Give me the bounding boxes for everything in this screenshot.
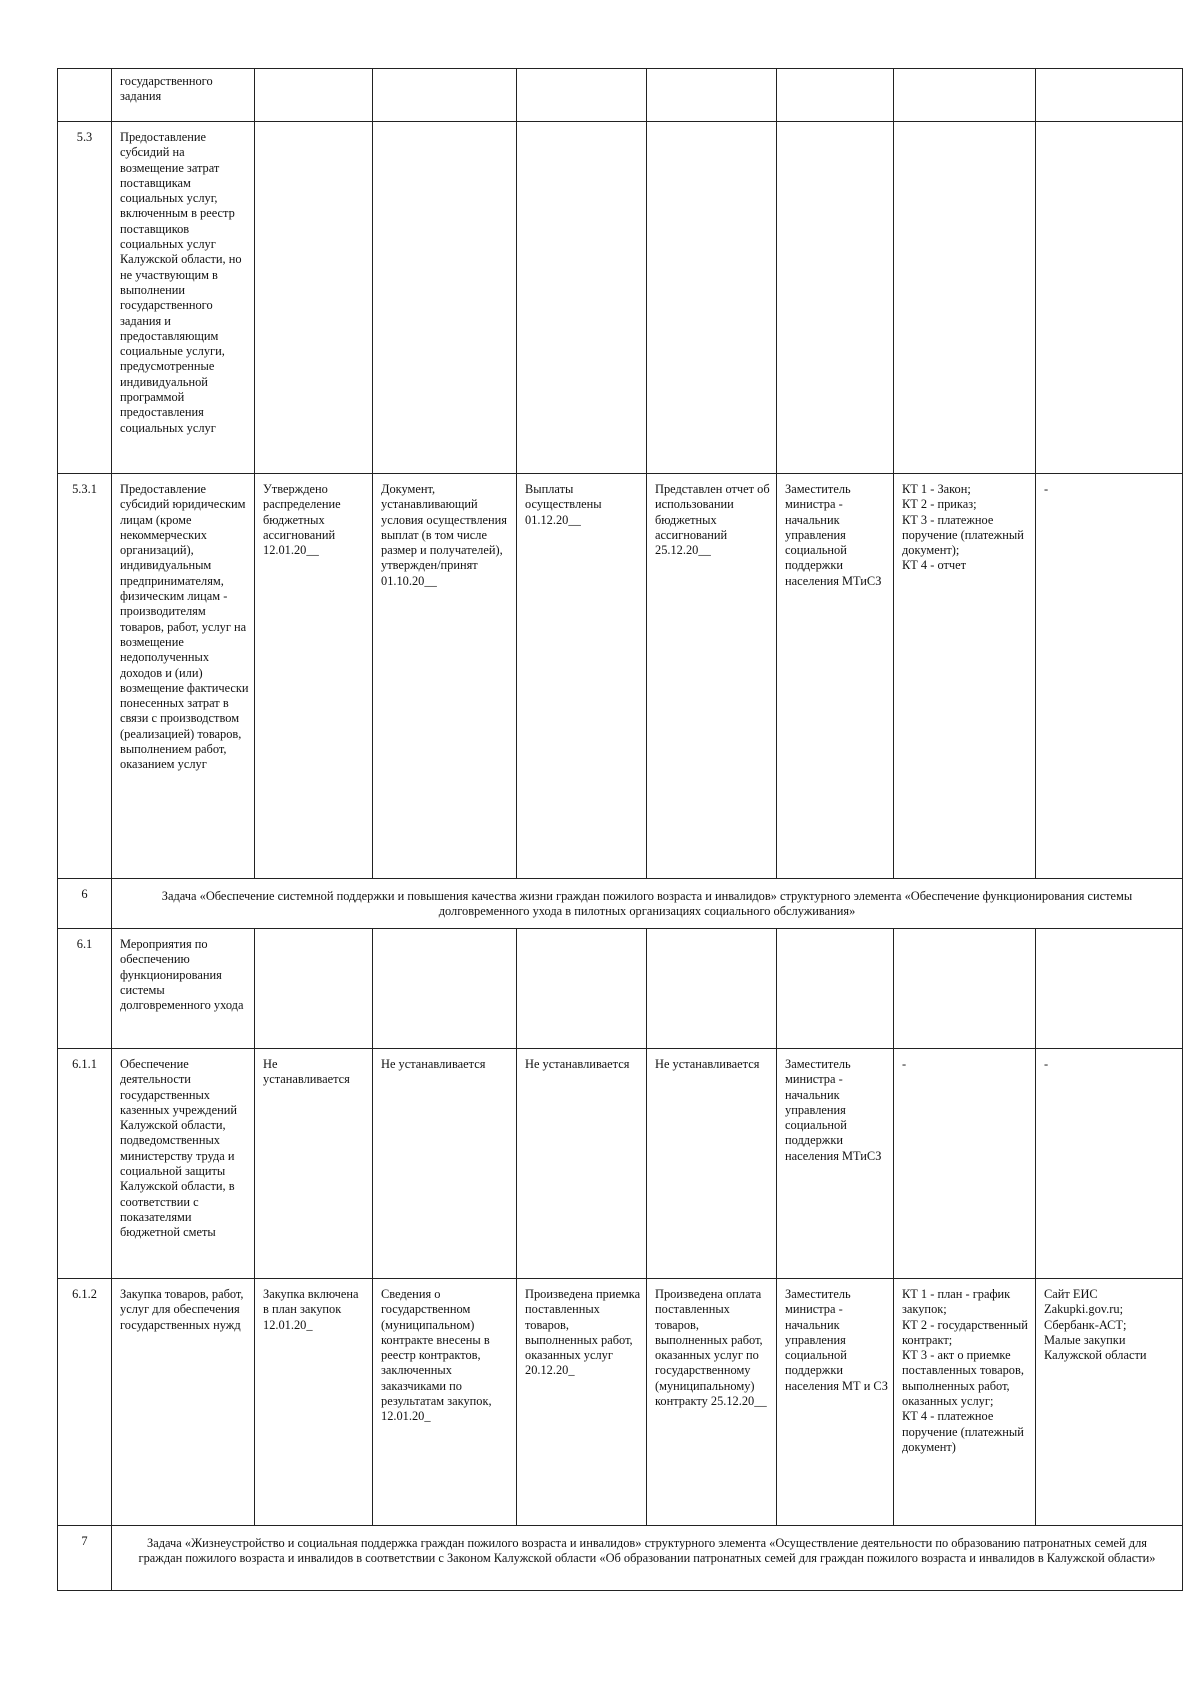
- table-cell: [777, 69, 894, 122]
- table-cell: [373, 69, 517, 122]
- checkpoint-4-cell: Представлен отчет об использовании бюджетных ассигнований 25.12.20__: [647, 474, 777, 879]
- checkpoint-1-cell: Закупка включена в план закупок 12.01.20_: [255, 1279, 373, 1526]
- table-cell: [373, 122, 517, 474]
- row-number: 6.1.1: [58, 1049, 112, 1279]
- table-cell: [647, 69, 777, 122]
- responsible-cell: Заместитель министра - начальник управления социальной поддержки населения МТ и СЗ: [777, 1279, 894, 1526]
- table-cell: [777, 929, 894, 1049]
- table-cell: [647, 122, 777, 474]
- documents-cell: КТ 1 - план - график закупок; КТ 2 - государственный контракт; КТ 3 - акт о приемке поставленных товаров, выполненных работ, оказанных услуг; КТ 4 - платежное поручение (платежный документ): [894, 1279, 1036, 1526]
- event-name-cell: Обеспечение деятельности государственных казенных учреждений Калужской области, подведомственных министерству труда и социальной защиты Калужской области, в соответствии с показателями бюджетной сметы: [112, 1049, 255, 1279]
- table-cell: [777, 122, 894, 474]
- table-cell: [255, 929, 373, 1049]
- table-cell: [1036, 122, 1183, 474]
- row-number: [58, 69, 112, 122]
- info-system-cell: -: [1036, 1049, 1183, 1279]
- event-name-cell: Предоставление субсидий на возмещение затрат поставщикам социальных услуг, включенным в реестр поставщиков социальных услуг Калужской области, но не участвующим в выполнении государственного задания и предоставляющим социальные услуги, предусмотренные индивидуальной программой предоставления социальных услуг: [112, 122, 255, 474]
- table-cell: [517, 929, 647, 1049]
- responsible-cell: Заместитель министра - начальник управления социальной поддержки населения МТиСЗ: [777, 474, 894, 879]
- table-cell: [255, 69, 373, 122]
- responsible-cell: Заместитель министра - начальник управления социальной поддержки населения МТиСЗ: [777, 1049, 894, 1279]
- row-number: 5.3: [58, 122, 112, 474]
- checkpoint-3-cell: Произведена приемка поставленных товаров, выполненных работ, оказанных услуг 20.12.20_: [517, 1279, 647, 1526]
- checkpoint-4-cell: Не устанавливается: [647, 1049, 777, 1279]
- checkpoint-4-cell: Произведена оплата поставленных товаров, выполненных работ, оказанных услуг по государственному (муниципальному) контракту 25.12.20__: [647, 1279, 777, 1526]
- table-cell: [517, 122, 647, 474]
- table-row: [58, 1049, 1183, 1279]
- table-row: [58, 122, 1183, 474]
- plan-table: [57, 68, 1183, 1591]
- row-number: 6.1: [58, 929, 112, 1049]
- task-row: [58, 1526, 1183, 1591]
- table-cell: [255, 122, 373, 474]
- row-number: 5.3.1: [58, 474, 112, 879]
- event-name-cell: Мероприятия по обеспечению функционирования системы долговременного ухода: [112, 929, 255, 1049]
- row-number: 7: [58, 1526, 112, 1591]
- table-cell: [1036, 929, 1183, 1049]
- table-row: [58, 69, 1183, 122]
- info-system-cell: -: [1036, 474, 1183, 879]
- table-row: [58, 1279, 1183, 1526]
- table-cell: [894, 69, 1036, 122]
- task-title: Задача «Обеспечение системной поддержки и повышения качества жизни граждан пожилого возраста и инвалидов» структурного элемента «Обеспечение функционирования системы долговременного ухода в пилотных организациях социального обслуживания»: [112, 879, 1183, 929]
- documents-cell: КТ 1 - Закон; КТ 2 - приказ; КТ 3 - платежное поручение (платежный документ); КТ 4 - отчет: [894, 474, 1036, 879]
- document-page: [57, 68, 1182, 1591]
- row-number: 6.1.2: [58, 1279, 112, 1526]
- event-name-cell: государственного задания: [112, 69, 255, 122]
- checkpoint-3-cell: Не устанавливается: [517, 1049, 647, 1279]
- table-cell: [894, 929, 1036, 1049]
- event-name-cell: Предоставление субсидий юридическим лицам (кроме некоммерческих организаций), индивидуальным предпринимателям, физическим лицам - производителям товаров, работ, услуг на возмещение недополученных доходов и (или) возмещение фактически понесенных затрат в связи с производством (реализацией) товаров, выполнением работ, оказанием услуг: [112, 474, 255, 879]
- checkpoint-1-cell: Утверждено распределение бюджетных ассигнований 12.01.20__: [255, 474, 373, 879]
- documents-cell: -: [894, 1049, 1036, 1279]
- checkpoint-1-cell: Не устанавливается: [255, 1049, 373, 1279]
- table-cell: [373, 929, 517, 1049]
- checkpoint-2-cell: Не устанавливается: [373, 1049, 517, 1279]
- info-system-cell: Сайт ЕИС Zakupki.gov.ru; Сбербанк-АСТ; Малые закупки Калужской области: [1036, 1279, 1183, 1526]
- table-row: [58, 474, 1183, 879]
- table-row: [58, 929, 1183, 1049]
- checkpoint-2-cell: Документ, устанавливающий условия осуществления выплат (в том числе размер и получателей), утвержден/принят 01.10.20__: [373, 474, 517, 879]
- table-cell: [1036, 69, 1183, 122]
- checkpoint-2-cell: Сведения о государственном (муниципальном) контракте внесены в реестр контрактов, заключенных заказчиками по результатам закупок, 12.01.20_: [373, 1279, 517, 1526]
- checkpoint-3-cell: Выплаты осуществлены 01.12.20__: [517, 474, 647, 879]
- task-title: Задача «Жизнеустройство и социальная поддержка граждан пожилого возраста и инвалидов» структурного элемента «Осуществление деятельности по образованию патронатных семей для граждан пожилого возраста и инвалидов в соответствии с Законом Калужской области «Об образовании патронатных семей для граждан пожилого возраста и инвалидов в Калужской области»: [112, 1526, 1183, 1591]
- row-number: 6: [58, 879, 112, 929]
- event-name-cell: Закупка товаров, работ, услуг для обеспечения государственных нужд: [112, 1279, 255, 1526]
- table-cell: [894, 122, 1036, 474]
- table-cell: [517, 69, 647, 122]
- task-row: [58, 879, 1183, 929]
- table-cell: [647, 929, 777, 1049]
